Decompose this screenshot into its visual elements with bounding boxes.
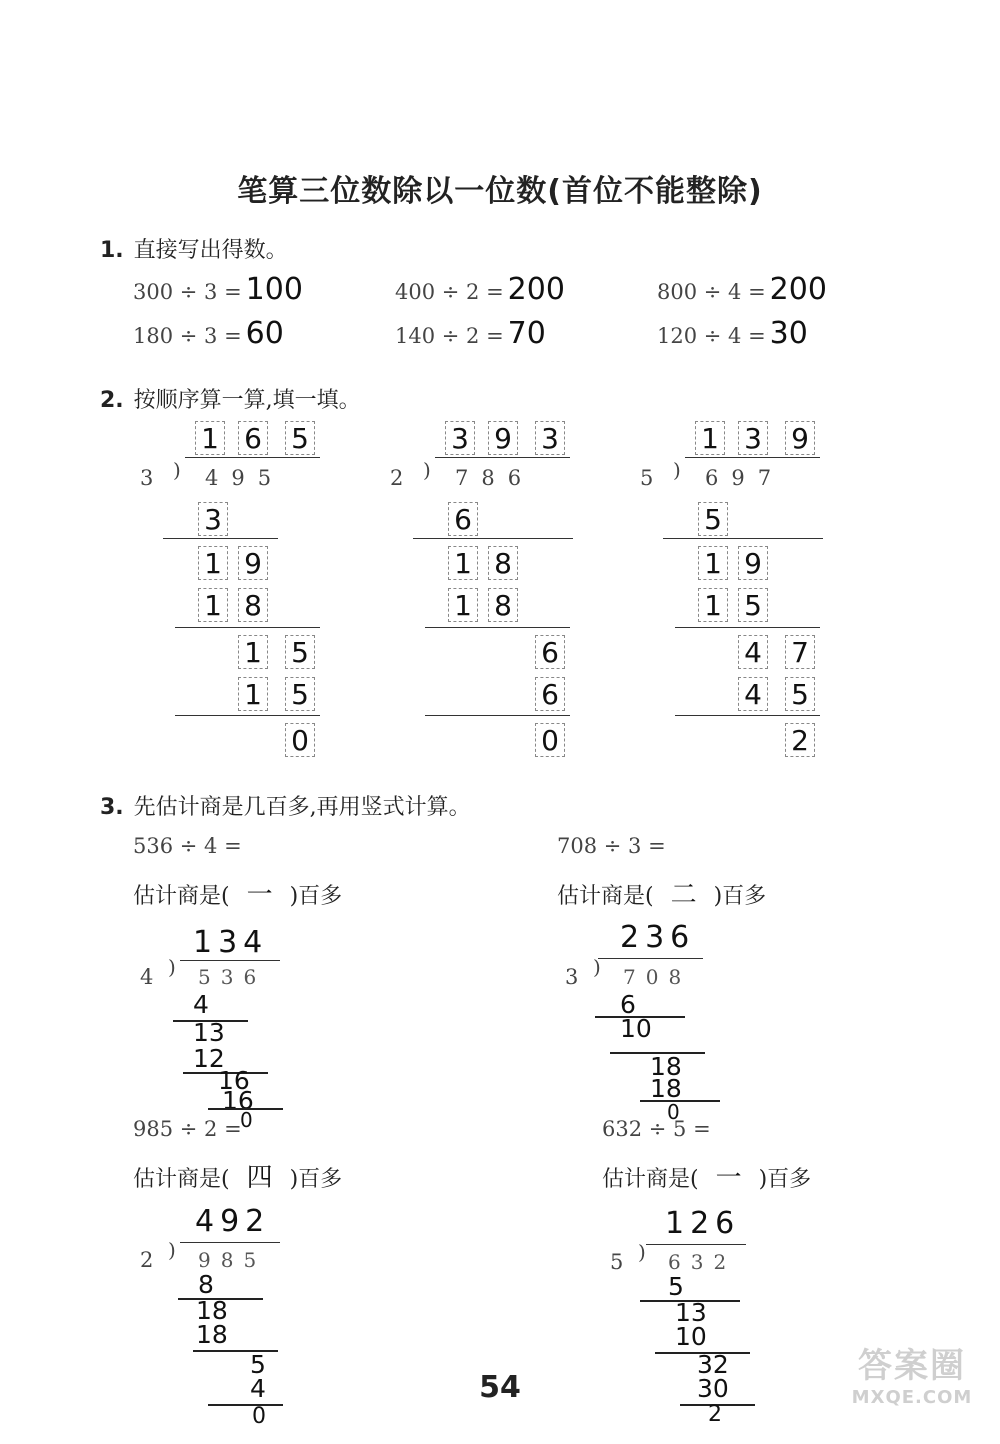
estimate-answer[interactable]: 四: [246, 1163, 273, 1193]
work-step: 8: [198, 1270, 214, 1299]
subtraction-line: [175, 715, 320, 716]
q3-expr: 536 ÷ 4 =: [133, 834, 242, 858]
work-step: 5: [250, 1350, 266, 1379]
work-step: 16: [222, 1086, 254, 1115]
work-step: 4: [193, 990, 209, 1019]
page-title: 笔算三位数除以一位数(首位不能整除): [237, 174, 763, 209]
q1-item-2: [395, 272, 565, 307]
work-step: 0: [667, 1100, 680, 1124]
work-step: 0: [252, 1404, 266, 1429]
estimate-suffix: )百多: [713, 884, 767, 909]
quotient-box[interactable]: 5: [285, 421, 315, 455]
work-step: 12: [193, 1044, 225, 1073]
q1-item-6-answer: 30: [769, 316, 808, 351]
dividend: 495: [205, 466, 285, 490]
step-box[interactable]: 5: [785, 677, 815, 711]
work-step: 18: [196, 1320, 228, 1349]
subtraction-line: [425, 627, 570, 628]
step-box[interactable]: 9: [238, 546, 268, 580]
work-step: 18: [196, 1296, 228, 1325]
step-box[interactable]: 1: [698, 588, 728, 622]
work-step: 0: [240, 1108, 253, 1132]
divisor: 3: [140, 466, 154, 490]
step-box[interactable]: 6: [448, 502, 478, 536]
question-1-heading: [100, 233, 288, 264]
step-box[interactable]: 5: [285, 677, 315, 711]
question-3-heading: [100, 790, 471, 821]
divisor: 2: [140, 1248, 154, 1272]
dividend: 632: [668, 1250, 737, 1274]
step-box[interactable]: 1: [198, 546, 228, 580]
step-box[interactable]: 1: [198, 588, 228, 622]
work-step: 4: [250, 1374, 266, 1403]
dividend: 536: [198, 965, 267, 989]
step-box[interactable]: 1: [238, 677, 268, 711]
step-box[interactable]: 7: [785, 635, 815, 669]
division-bracket: ): [673, 458, 681, 482]
step-box[interactable]: 1: [238, 635, 268, 669]
dividend: 708: [623, 965, 692, 989]
subtraction-line: [163, 538, 278, 539]
work-step: 5: [668, 1272, 684, 1301]
q1-item-4: [133, 316, 284, 351]
estimate-prefix: 估计商是(: [602, 1167, 699, 1192]
step-box[interactable]: 1: [448, 588, 478, 622]
estimate-suffix: )百多: [289, 884, 343, 909]
question-2-heading: [100, 383, 361, 414]
estimate-line: [602, 1157, 811, 1194]
dividend: 786: [455, 466, 535, 490]
quotient-box[interactable]: 9: [785, 421, 815, 455]
subtraction-line: [175, 627, 320, 628]
step-box[interactable]: 4: [738, 635, 768, 669]
work-step: 30: [697, 1374, 729, 1403]
division-bar: [180, 1242, 280, 1243]
step-box[interactable]: 5: [738, 588, 768, 622]
step-box[interactable]: 5: [698, 502, 728, 536]
q1-item-1-expr: 300 ÷ 3 =: [133, 280, 242, 304]
division-bar: [685, 457, 820, 458]
division-bracket: ): [173, 458, 181, 482]
question-1-instruction: 直接写出得数。: [133, 238, 288, 263]
division-bar: [435, 457, 570, 458]
subtraction-line: [663, 538, 823, 539]
work-step: 2: [708, 1402, 722, 1427]
step-box[interactable]: 6: [535, 677, 565, 711]
quotient: 492: [195, 1204, 271, 1239]
subtraction-line: [425, 715, 570, 716]
divisor: 5: [640, 466, 654, 490]
quotient: 236: [620, 920, 696, 955]
page-number: 54: [479, 1370, 521, 1405]
question-3-number: 3.: [100, 795, 124, 820]
watermark-logo: [832, 1338, 992, 1408]
step-box[interactable]: 9: [738, 546, 768, 580]
remainder-box[interactable]: 0: [535, 723, 565, 757]
quotient-box[interactable]: 3: [445, 421, 475, 455]
estimate-suffix: )百多: [758, 1167, 812, 1192]
estimate-line: [557, 874, 766, 911]
quotient-box[interactable]: 1: [195, 421, 225, 455]
q1-item-5-answer: 70: [507, 316, 546, 351]
dividend: 697: [705, 466, 785, 490]
work-step: 18: [650, 1074, 682, 1103]
subtraction-line: [413, 538, 573, 539]
division-bracket: ): [168, 955, 176, 979]
division-bracket: ): [638, 1240, 646, 1264]
estimate-answer[interactable]: 一: [715, 1163, 742, 1193]
q1-item-5: [395, 316, 546, 351]
work-step: 18: [650, 1052, 682, 1081]
quotient: 126: [665, 1206, 741, 1241]
step-box[interactable]: 8: [238, 588, 268, 622]
divisor: 3: [565, 965, 579, 989]
remainder-box[interactable]: 0: [285, 723, 315, 757]
divisor: 2: [390, 466, 404, 490]
estimate-answer[interactable]: 二: [670, 880, 697, 910]
work-step: 13: [675, 1298, 707, 1327]
q1-item-6: [657, 316, 808, 351]
division-bar: [646, 1244, 746, 1245]
division-bar: [185, 457, 320, 458]
divisor: 5: [610, 1250, 624, 1274]
q1-item-3-answer: 200: [769, 272, 827, 307]
work-step: 32: [697, 1350, 729, 1379]
question-2-number: 2.: [100, 388, 124, 413]
work-step: 10: [620, 1014, 652, 1043]
quotient-box[interactable]: 6: [238, 421, 268, 455]
quotient-box[interactable]: 9: [488, 421, 518, 455]
q1-item-4-answer: 60: [245, 316, 284, 351]
question-2-instruction: 按顺序算一算,填一填。: [133, 388, 361, 413]
subtraction-line: [675, 715, 820, 716]
q1-item-3: [657, 272, 827, 307]
step-box[interactable]: 4: [738, 677, 768, 711]
step-box[interactable]: 5: [285, 635, 315, 669]
remainder-box[interactable]: 2: [785, 723, 815, 757]
division-bar: [180, 960, 280, 961]
step-box[interactable]: 8: [488, 546, 518, 580]
work-step: 16: [218, 1066, 250, 1095]
question-1-number: 1.: [100, 238, 124, 263]
q1-item-5-expr: 140 ÷ 2 =: [395, 324, 504, 348]
estimate-prefix: 估计商是(: [557, 884, 654, 909]
q3-expr: 632 ÷ 5 =: [602, 1117, 711, 1141]
q1-item-2-answer: 200: [507, 272, 565, 307]
division-bracket: ): [423, 458, 431, 482]
q3-expr: 708 ÷ 3 =: [557, 834, 666, 858]
q1-item-1: [133, 272, 303, 307]
q1-item-6-expr: 120 ÷ 4 =: [657, 324, 766, 348]
q1-item-2-expr: 400 ÷ 2 =: [395, 280, 504, 304]
estimate-line: [133, 874, 342, 911]
quotient-box[interactable]: 1: [695, 421, 725, 455]
divisor: 4: [140, 965, 154, 989]
watermark-url: MXQE.COM: [851, 1387, 973, 1408]
quotient-box[interactable]: 3: [535, 421, 565, 455]
work-step: 6: [620, 990, 636, 1019]
question-3-instruction: 先估计商是几百多,再用竖式计算。: [133, 795, 471, 820]
work-step: 13: [193, 1018, 225, 1047]
q1-item-4-expr: 180 ÷ 3 =: [133, 324, 242, 348]
q3-expr: 985 ÷ 2 =: [133, 1117, 242, 1141]
q1-item-3-expr: 800 ÷ 4 =: [657, 280, 766, 304]
quotient: 134: [193, 925, 269, 960]
step-box[interactable]: 6: [535, 635, 565, 669]
step-box[interactable]: 1: [698, 546, 728, 580]
estimate-prefix: 估计商是(: [133, 884, 230, 909]
estimate-prefix: 估计商是(: [133, 1167, 230, 1192]
division-bracket: ): [168, 1238, 176, 1262]
step-box[interactable]: 1: [448, 546, 478, 580]
work-step: 10: [675, 1322, 707, 1351]
subtraction-line: [675, 627, 820, 628]
subtraction-line: [640, 1100, 720, 1102]
division-bracket: ): [593, 955, 601, 979]
step-box[interactable]: 3: [198, 502, 228, 536]
division-bar: [598, 958, 703, 959]
quotient-box[interactable]: 3: [738, 421, 768, 455]
estimate-suffix: )百多: [289, 1167, 343, 1192]
dividend: 985: [198, 1248, 267, 1272]
estimate-answer[interactable]: 一: [246, 880, 273, 910]
estimate-line: [133, 1157, 342, 1194]
step-box[interactable]: 8: [488, 588, 518, 622]
q1-item-1-answer: 100: [245, 272, 303, 307]
watermark-title: 答案圈: [858, 1346, 966, 1386]
